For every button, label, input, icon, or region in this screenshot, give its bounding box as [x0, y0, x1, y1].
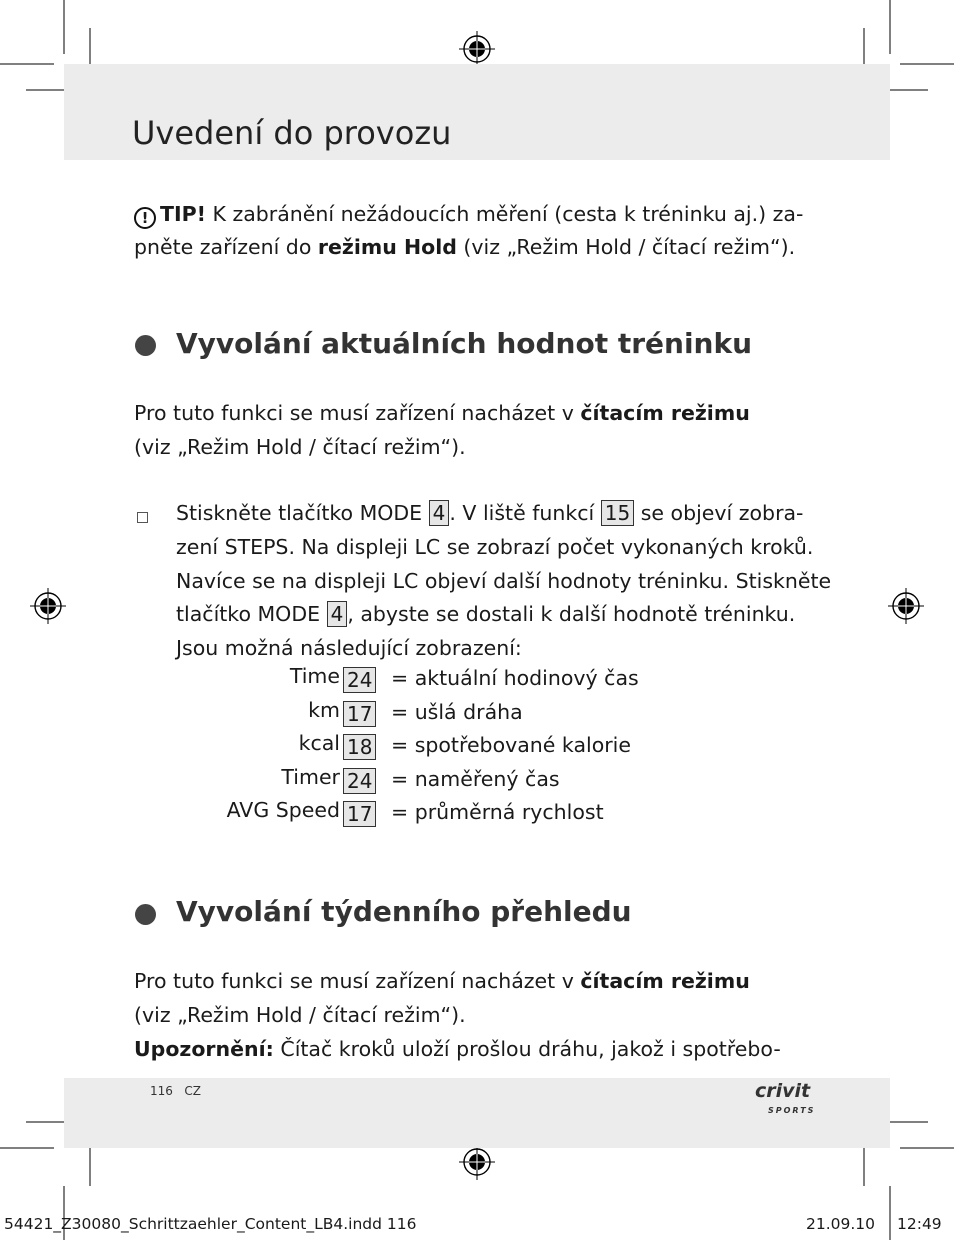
print-file-info: 54421_Z30080_Schrittzaehler_Content_LB4.indd 116 [4, 1215, 417, 1233]
registration-mark-right-icon [888, 588, 924, 624]
value-ref: 17 [343, 801, 376, 827]
print-date: 21.09.10 [806, 1215, 876, 1233]
tip-label: TIP! [160, 202, 206, 226]
registration-mark-left-icon [30, 588, 66, 624]
value-label: AVG Speed [226, 798, 340, 822]
bullet-line-1: Stiskněte tlačítko MODE 4 . V liště funkcí 15 se objeví zobra- [176, 501, 804, 525]
ref-badge: 4 [429, 500, 450, 526]
section2-note: Upozornění: Čítač kroků uloží prošlou dráhu, jakož i spotřebo- [134, 1037, 781, 1061]
ref-badge: 15 [601, 500, 634, 526]
value-desc: = naměřený čas [391, 767, 560, 791]
bullet-line-4: tlačítko MODE 4 , abyste se dostali k další hodnotě tréninku. [176, 602, 796, 626]
value-ref: 24 [343, 667, 376, 693]
page-title: Uvedení do provozu [132, 114, 452, 152]
value-desc: = ušlá dráha [391, 700, 523, 724]
print-time: 12:49 [897, 1215, 942, 1233]
crivit-logo-sub: SPORTS [768, 1106, 816, 1115]
value-desc: = aktuální hodinový čas [391, 666, 639, 690]
section2-intro-2: (viz „Režim Hold / čítací režim“). [134, 1003, 466, 1027]
registration-mark-bottom-icon [459, 1144, 495, 1180]
value-label: kcal [298, 731, 340, 755]
bullet-line-3: Navíce se na displeji LC objeví další hodnoty tréninku. Stiskněte [176, 569, 832, 593]
section-bullet-icon [135, 335, 156, 356]
section1-intro-2: (viz „Režim Hold / čítací režim“). [134, 435, 466, 459]
value-desc: = průměrná rychlost [391, 800, 604, 824]
section-heading-2: Vyvolání týdenního přehledu [176, 895, 632, 928]
value-label: km [308, 698, 340, 722]
page-number: 116 CZ [150, 1084, 201, 1098]
value-label: Time [289, 664, 340, 688]
ref-badge: 4 [327, 601, 348, 627]
value-ref: 17 [343, 701, 376, 727]
tip-line-2: pněte zařízení do režimu Hold (viz „Režim Hold / čítací režim“). [134, 235, 796, 259]
value-desc: = spotřebované kalorie [391, 733, 631, 757]
section1-intro-1: Pro tuto funkci se musí zařízení nacházet v čítacím režimu [134, 401, 750, 425]
crivit-logo: crivit [755, 1080, 811, 1102]
bullet-line-5: Jsou možná následující zobrazení: [176, 636, 522, 660]
tip-line-1: ! TIP! K zabránění nežádoucích měření (cesta k tréninku aj.) za- [134, 198, 803, 232]
value-ref: 18 [343, 734, 376, 760]
checkbox-bullet-icon [137, 512, 148, 523]
section-heading-1: Vyvolání aktuálních hodnot tréninku [176, 327, 753, 360]
value-label: Timer [281, 765, 340, 789]
value-ref: 24 [343, 768, 376, 794]
registration-mark-top-icon [459, 31, 495, 67]
section-bullet-icon [135, 904, 156, 925]
bullet-line-2: zení STEPS. Na displeji LC se zobrazí počet vykonaných kroků. [176, 535, 814, 559]
exclamation-icon: ! [134, 207, 156, 229]
section2-intro-1: Pro tuto funkci se musí zařízení nacházet v čítacím režimu [134, 969, 750, 993]
